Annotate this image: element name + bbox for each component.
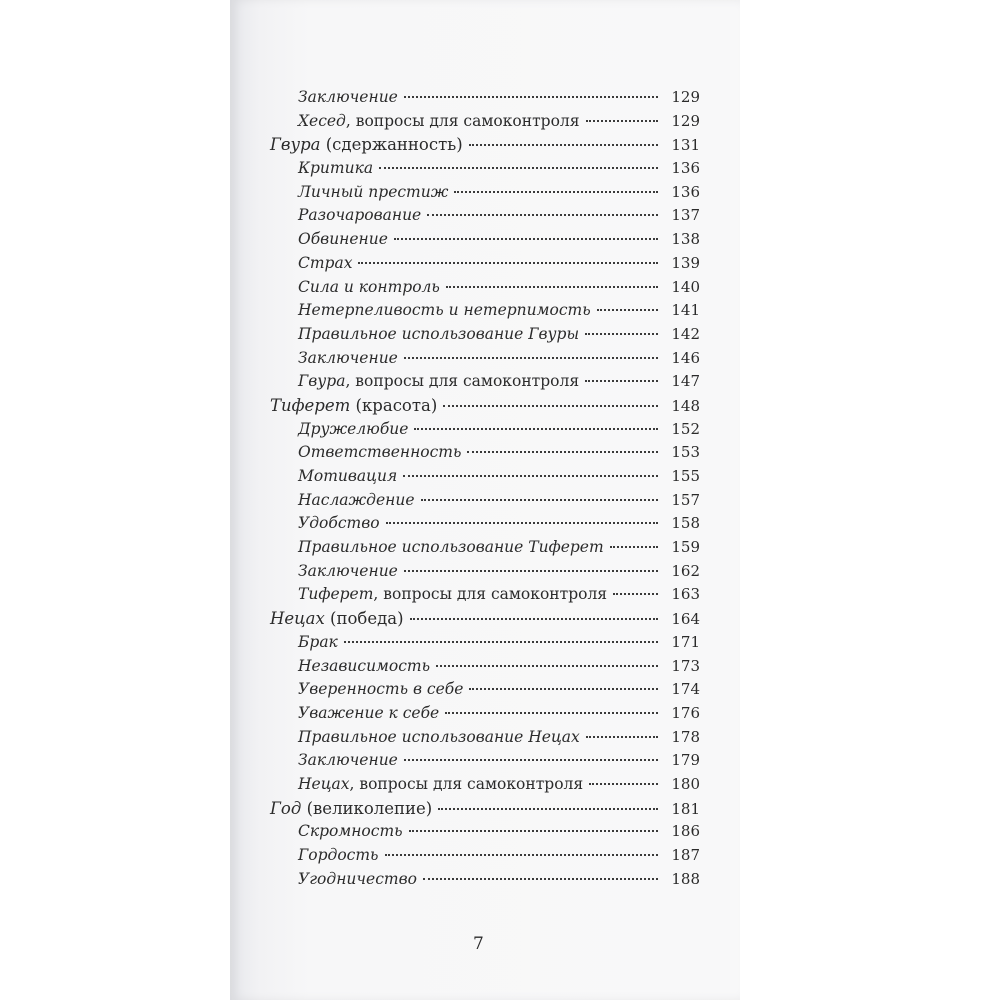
toc-entry-page: 180 xyxy=(671,774,700,793)
dot-leader xyxy=(404,357,658,359)
toc-entry-title xyxy=(298,726,580,750)
dot-leader xyxy=(445,712,658,714)
toc-section-entry xyxy=(270,86,700,110)
toc-entry-page: 136 xyxy=(671,159,700,178)
toc-entry-title-italic: Мотивация xyxy=(298,467,398,485)
dot-leader xyxy=(586,736,658,738)
toc-entry-page: 131 xyxy=(671,136,700,155)
toc-entry-page: 163 xyxy=(671,585,700,604)
toc-entry-title-italic: Уверенность в себе xyxy=(298,680,464,699)
toc-entry-title xyxy=(298,655,430,679)
toc-entry-title xyxy=(298,844,379,868)
toc-entry-title-italic: Дружелюбие xyxy=(298,419,409,438)
toc-entry-title-regular: , вопросы для самоконтроля xyxy=(345,372,580,391)
toc-entry-title-italic: Заключение xyxy=(298,561,398,580)
toc-entry-title-italic: Ответственность xyxy=(298,443,462,462)
toc-section-entry xyxy=(270,181,700,205)
dot-leader xyxy=(404,96,658,98)
toc-entry-page: 142 xyxy=(671,324,700,343)
toc-chapter-entry xyxy=(270,133,700,157)
toc-section-entry xyxy=(270,726,700,750)
toc-entry-title xyxy=(298,299,591,323)
toc-section-entry xyxy=(270,157,700,181)
toc-section-entry xyxy=(270,583,700,607)
toc-entry-page: 138 xyxy=(671,230,700,249)
toc-entry-title-italic: Правильное использование Гвуры xyxy=(298,324,580,343)
toc-entry-title xyxy=(298,868,417,892)
toc-entry-title xyxy=(270,607,404,631)
toc-entry-page: 147 xyxy=(671,372,700,391)
toc-entry-title xyxy=(298,347,398,371)
toc-entry-title xyxy=(298,702,439,726)
toc-entry-page: 141 xyxy=(671,301,700,320)
toc-entry-title-italic: Уважение к себе xyxy=(298,703,440,722)
toc-entry-title xyxy=(298,678,463,702)
dot-leader xyxy=(344,641,658,643)
toc-entry-page: 178 xyxy=(671,727,700,746)
toc-entry-title-italic: Удобство xyxy=(298,514,380,533)
toc-entry-page: 176 xyxy=(671,703,700,722)
toc-entry-title xyxy=(298,773,583,797)
toc-entry-title xyxy=(298,749,398,773)
toc-entry-page: 179 xyxy=(671,751,700,770)
toc-entry-title xyxy=(270,394,437,418)
toc-section-entry xyxy=(270,323,700,347)
toc-chapter-entry xyxy=(270,797,700,821)
toc-section-entry xyxy=(270,868,700,892)
toc-entry-title xyxy=(298,489,415,513)
toc-entry-title-italic: Сила и контроль xyxy=(298,277,440,296)
toc-entry-title-italic: Страх xyxy=(298,253,353,272)
toc-entry-title xyxy=(298,181,448,205)
dot-leader xyxy=(427,214,658,216)
toc-entry-title xyxy=(298,441,461,465)
dot-leader xyxy=(436,665,658,667)
dot-leader xyxy=(589,783,658,785)
toc-entry-page: 188 xyxy=(671,869,700,888)
toc-entry-page: 153 xyxy=(671,443,700,462)
toc-entry-title xyxy=(298,418,408,442)
toc-section-entry xyxy=(270,655,700,679)
toc-entry-title xyxy=(270,797,432,821)
toc-entry-page: 164 xyxy=(671,610,700,629)
dot-leader xyxy=(410,618,658,620)
dot-leader xyxy=(586,120,658,122)
dot-leader xyxy=(467,451,658,453)
toc-entry-title-italic: Гордость xyxy=(298,846,379,864)
dot-leader xyxy=(597,309,658,311)
toc-entry-title xyxy=(298,370,579,394)
toc-section-entry xyxy=(270,110,700,134)
toc-entry-title-italic: Обвинение xyxy=(298,230,388,249)
toc-entry-page: 162 xyxy=(671,561,700,580)
toc-section-entry xyxy=(270,749,700,773)
toc-section-entry xyxy=(270,228,700,252)
toc-entry-title-italic: Правильное использование Нецах xyxy=(298,727,580,746)
toc-entry-title xyxy=(298,252,352,276)
dot-leader xyxy=(438,808,658,810)
dot-leader xyxy=(385,854,659,856)
toc-entry-title-italic: Брак xyxy=(298,632,338,651)
toc-entry-title xyxy=(270,133,463,157)
toc-entry-page: 155 xyxy=(671,467,700,485)
toc-entry-page: 136 xyxy=(671,182,700,201)
toc-entry-page: 139 xyxy=(671,253,700,272)
dot-leader xyxy=(454,191,658,193)
dot-leader xyxy=(404,759,658,761)
toc-entry-title-italic: Заключение xyxy=(298,751,398,770)
dot-leader xyxy=(409,830,658,832)
toc-entry-page: 158 xyxy=(671,514,700,533)
toc-entry-page: 129 xyxy=(671,88,700,106)
dot-leader xyxy=(446,286,658,288)
toc-entry-title xyxy=(298,631,338,655)
toc-chapter-entry xyxy=(270,607,700,631)
toc-entry-title-italic: Гвура xyxy=(298,372,346,391)
toc-entry-title-regular: , вопросы для самоконтроля xyxy=(349,774,584,793)
dot-leader xyxy=(469,144,658,146)
toc-entry-title xyxy=(298,276,440,300)
toc-entry-page: 152 xyxy=(671,419,700,438)
dot-leader xyxy=(386,522,658,524)
toc-section-entry xyxy=(270,631,700,655)
toc-section-entry xyxy=(270,204,700,228)
toc-entry-title-regular: (победа) xyxy=(324,609,404,629)
toc-section-entry xyxy=(270,418,700,442)
toc-entry-title-regular: (красота) xyxy=(350,395,438,415)
toc-entry-title-regular: (великолепие) xyxy=(301,798,433,818)
toc-entry-title-italic: Наслаждение xyxy=(298,490,415,509)
toc-entry-title-italic: Год xyxy=(270,798,302,818)
toc-entry-title xyxy=(298,820,403,844)
dot-leader xyxy=(585,333,658,335)
toc-entry-title-italic: Нетерпеливость и нетерпимость xyxy=(298,301,591,320)
dot-leader xyxy=(443,405,658,407)
toc-entry-title xyxy=(298,228,388,252)
toc-section-entry xyxy=(270,441,700,465)
toc-section-entry xyxy=(270,276,700,300)
toc-entry-page: 129 xyxy=(671,111,700,130)
toc-section-entry xyxy=(270,678,700,702)
toc-entry-page: 140 xyxy=(671,277,700,296)
toc-entry-title-italic: Хесед xyxy=(298,111,346,130)
toc-section-entry xyxy=(270,299,700,323)
dot-leader xyxy=(423,878,658,880)
toc-entry-title-italic: Заключение xyxy=(298,348,398,367)
dot-leader xyxy=(469,688,658,690)
toc-entry-title xyxy=(298,157,373,181)
toc-entry-title xyxy=(298,560,398,584)
toc-entry-title xyxy=(298,465,397,489)
toc-entry-page: 174 xyxy=(671,680,700,699)
toc-entry-title-italic: Угодничество xyxy=(298,869,417,888)
dot-leader xyxy=(394,238,658,240)
toc-entry-title-italic: Нецах xyxy=(298,774,350,793)
toc-entry-page: 157 xyxy=(671,490,700,509)
toc-entry-title-italic: Гвура xyxy=(270,135,321,155)
dot-leader xyxy=(421,499,658,501)
dot-leader xyxy=(613,593,658,595)
toc-entry-title-italic: Независимость xyxy=(298,656,431,675)
dot-leader xyxy=(585,380,658,382)
toc-section-entry xyxy=(270,489,700,513)
toc-section-entry xyxy=(270,252,700,276)
toc-section-entry xyxy=(270,536,700,560)
dot-leader xyxy=(404,570,658,572)
dot-leader xyxy=(414,428,658,430)
toc-entry-title-italic: Тиферет xyxy=(270,395,351,415)
toc-section-entry xyxy=(270,465,700,489)
toc-entry-page: 186 xyxy=(671,822,700,841)
toc-section-entry xyxy=(270,773,700,797)
dot-leader xyxy=(379,167,658,169)
toc-entry-page: 137 xyxy=(671,206,700,225)
toc-entry-page: 173 xyxy=(671,656,700,675)
toc-entry-page: 148 xyxy=(671,396,700,415)
toc-section-entry xyxy=(270,560,700,584)
toc-section-entry xyxy=(270,370,700,394)
toc-section-entry xyxy=(270,844,700,868)
toc-chapter-entry xyxy=(270,394,700,418)
dot-leader xyxy=(403,475,658,477)
toc-entry-title xyxy=(298,86,398,110)
toc-entry-title-regular: , вопросы для самоконтроля xyxy=(345,111,580,130)
toc-entry-title xyxy=(298,204,421,228)
toc-entry-title xyxy=(298,323,579,347)
toc-entry-title-italic: Разочарование xyxy=(298,206,422,225)
toc-entry-title-italic: Тиферет xyxy=(298,585,374,604)
dot-leader xyxy=(358,262,658,264)
toc-entry-title-italic: Заключение xyxy=(298,88,398,106)
dot-leader xyxy=(610,546,658,548)
toc-entry-title xyxy=(298,583,607,607)
toc-entry-title xyxy=(298,512,380,536)
toc-entry-page: 159 xyxy=(671,538,700,557)
toc-entry-title-italic: Нецах xyxy=(270,609,325,629)
toc-entry-title xyxy=(298,110,580,134)
toc-entry-page: 146 xyxy=(671,348,700,367)
toc-entry-title xyxy=(298,536,604,560)
toc-entry-page: 187 xyxy=(671,846,700,864)
toc-entry-page: 181 xyxy=(671,799,700,818)
toc-section-entry xyxy=(270,512,700,536)
toc-entry-title-italic: Правильное использование Тиферет xyxy=(298,538,604,557)
toc-entry-page: 171 xyxy=(671,632,700,651)
toc-section-entry xyxy=(270,702,700,726)
toc-entry-title-regular: , вопросы для самоконтроля xyxy=(373,585,608,604)
toc-section-entry xyxy=(270,820,700,844)
toc-entry-title-italic: Личный престиж xyxy=(298,182,449,201)
table-of-contents xyxy=(270,86,700,891)
toc-entry-title-regular: (сдержанность) xyxy=(320,135,463,155)
toc-section-entry xyxy=(270,347,700,371)
toc-entry-title-italic: Критика xyxy=(298,159,374,178)
toc-entry-title-italic: Скромность xyxy=(298,822,403,841)
page-number: 7 xyxy=(473,934,484,954)
